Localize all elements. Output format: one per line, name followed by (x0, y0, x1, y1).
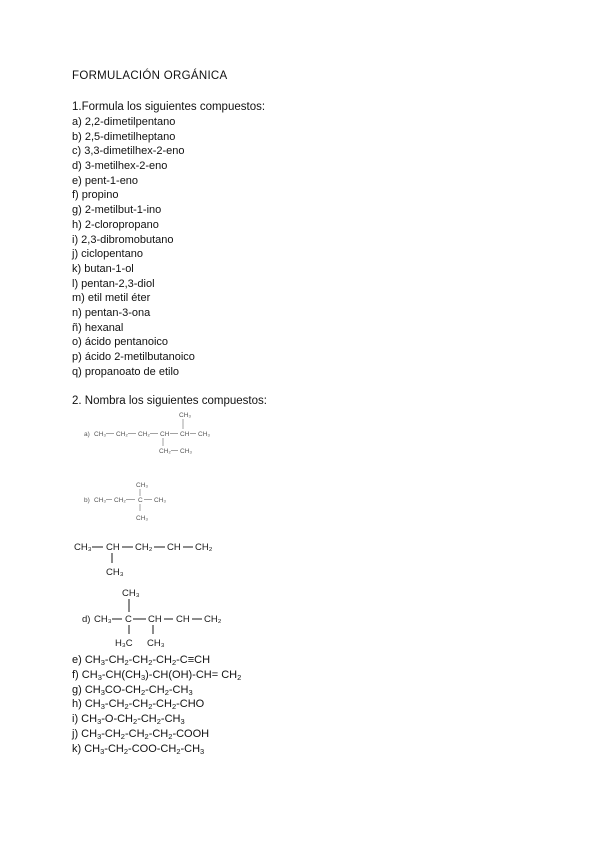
page-title: FORMULACIÓN ORGÁNICA (72, 70, 228, 82)
formula-subscript: 2 (148, 658, 153, 667)
structure-c-main-0: CH₃ (74, 542, 92, 553)
formula-subscript: 2 (140, 687, 146, 697)
formula-subscript: 3 (100, 702, 105, 712)
compound-item-c: c) 3,3-dimetilhex-2-eno (72, 145, 185, 158)
structure-c-main-2: CH₂ (135, 542, 153, 553)
structure-d-top: CH₃ (122, 588, 140, 599)
structure-d (80, 586, 230, 652)
compound-list (72, 115, 195, 379)
formula-label: j) (72, 727, 79, 740)
formula-part: -CH (128, 654, 149, 666)
formula-subscript: 3 (100, 687, 105, 697)
structure-d-main-2: CH (148, 614, 162, 625)
compound-item-q: q) propanoato de etilo (72, 365, 180, 378)
formula-subscript: 3 (188, 687, 193, 697)
formula-part: CH (81, 668, 98, 681)
formula-part: -CH (152, 654, 172, 666)
formula-subscript: 2 (171, 702, 177, 712)
structure-d-label: d) (82, 614, 91, 625)
formula-subscript: 3 (97, 672, 102, 682)
formula-part: )-CH(OH)-CH= CH (145, 668, 238, 681)
formula-part: -CH(CH (101, 668, 141, 681)
structure-a-top: CH₃ (179, 412, 192, 419)
formula-subscript: 2 (156, 717, 161, 727)
compound-item-j: j) ciclopentano (72, 248, 143, 261)
compound-item-h: h) 2-cloropropano (72, 218, 159, 231)
formula-part: CH (84, 698, 101, 711)
compound-item-k: k) butan-1-ol (72, 262, 134, 275)
formula-part: -C≡CH (176, 654, 211, 666)
formula-part: -CH (128, 698, 149, 711)
formula-part: -CH (104, 654, 125, 666)
structure-b-main-0: CH₃ (94, 497, 107, 504)
formula-part: -CH (145, 683, 165, 696)
compound-item-l: l) pentan-2,3-diol (72, 277, 155, 290)
compound-item-e: e) pent-1-eno (72, 174, 139, 187)
structure-c-bottom: CH₃ (106, 567, 124, 578)
formula-part: CH (81, 713, 98, 726)
structure-d-main-0: CH₃ (94, 614, 112, 625)
formula-subscript: 2 (124, 702, 129, 712)
formula-subscript: 2 (176, 746, 181, 756)
structure-b-main-2: C (138, 497, 143, 504)
structure-a-bottom-1: CH₃ (180, 448, 193, 455)
formula-part: -CH (152, 698, 172, 711)
formula-label: e) (72, 654, 82, 666)
structure-d-main-1: C (125, 614, 132, 625)
formula-part: CO-CH (104, 683, 141, 696)
structure-c-main-4: CH₂ (195, 542, 213, 553)
formula-subscript: 3 (100, 746, 105, 756)
structure-a-main-3: CH (160, 431, 170, 438)
formula-part: -CH (104, 742, 124, 755)
compound-item-i: i) 2,3-dibromobutano (72, 233, 174, 246)
formula-part: -CH (101, 727, 121, 740)
formula-part: CH (84, 742, 101, 755)
formula-subscript: 3 (97, 731, 102, 741)
structure-c (72, 538, 222, 580)
formula-subscript: 2 (133, 717, 138, 727)
compound-item-f: f) propino (72, 189, 119, 202)
formula-part: -O-CH (101, 713, 134, 726)
formula-subscript: 3 (200, 746, 205, 756)
formula-part: CH (84, 683, 101, 696)
formula-subscript: 2 (171, 658, 177, 667)
formula-part: -CHO (176, 698, 205, 711)
compound-item-a: a) 2,2-dimetilpentano (72, 116, 176, 128)
formula-part: CH (84, 654, 101, 666)
section-1-heading: 1.Formula los siguientes compuestos: (72, 101, 266, 113)
section-2-heading: 2. Nombra los siguientes compuestos: (72, 395, 267, 407)
formula-item (72, 653, 241, 668)
formula-part: CH (81, 727, 98, 740)
formula-subscript: 2 (237, 672, 242, 682)
structure-c-main-3: CH (167, 542, 181, 553)
formula-part: -CH (180, 742, 201, 755)
formula-subscript: 3 (100, 658, 105, 667)
formula-label: k) (72, 742, 82, 755)
formula-subscript: 2 (168, 731, 173, 741)
formula-label: g) (72, 683, 82, 696)
formula-subscript: 2 (124, 658, 129, 667)
formula-part: -COO-CH (128, 742, 177, 755)
formula-subscript: 2 (144, 731, 149, 741)
formula-part: -CH (168, 683, 189, 696)
formula-list (72, 653, 241, 757)
structure-b-main-1: CH₂ (114, 497, 126, 504)
formula-item (72, 683, 241, 698)
structure-a-main-1: CH₂ (116, 431, 128, 438)
formula-part: -CH (137, 713, 157, 726)
compound-item-g: g) 2-metilbut-1-ino (72, 204, 162, 217)
structure-b (80, 478, 180, 526)
compound-item-o: o) ácido pentanoico (72, 336, 169, 349)
structure-a-bottom-0: CH₂ (159, 448, 171, 455)
structure-c-main-1: CH (106, 542, 120, 553)
formula-subscript: 2 (123, 746, 129, 756)
formula-part: -CH (124, 727, 145, 740)
compound-item-m: m) etil metil éter (72, 292, 151, 305)
compound-item-b: b) 2,5-dimetilheptano (72, 130, 176, 143)
structure-b-bottom: CH₃ (136, 515, 149, 522)
structure-b-top: CH₃ (136, 482, 149, 489)
formula-label: h) (72, 698, 82, 711)
formula-subscript: 3 (180, 717, 185, 727)
formula-subscript: 3 (140, 672, 146, 682)
formula-part: -CH (104, 698, 125, 711)
formula-part: -COOH (172, 727, 210, 740)
formula-subscript: 2 (148, 702, 153, 712)
structure-d-bottom-0: H₃C (115, 638, 133, 649)
structure-b-label: b) (84, 497, 90, 504)
compound-item-p: p) ácido 2-metilbutanoico (72, 351, 195, 363)
compound-item-d: d) 3-metilhex-2-eno (72, 160, 168, 173)
formula-subscript: 3 (97, 717, 102, 727)
formula-part: -CH (148, 727, 169, 740)
formula-part: -CH (160, 713, 181, 726)
structure-a (80, 408, 230, 458)
structure-a-main-0: CH₃ (94, 431, 107, 438)
structure-a-label: a) (84, 431, 90, 438)
compound-item-n: n) pentan-3-ona (72, 306, 151, 319)
formula-item (72, 727, 241, 742)
structure-a-main-4: CH (180, 431, 190, 438)
formula-item (72, 668, 241, 683)
compound-item-enye: ñ) hexanal (72, 321, 124, 334)
structure-b-main-3: CH₃ (154, 497, 167, 504)
structure-d-main-3: CH (176, 614, 190, 625)
formula-label: i) (72, 713, 79, 726)
structure-d-bottom-1: CH₃ (147, 638, 165, 649)
structure-a-main-5: CH₃ (198, 431, 211, 438)
formula-subscript: 2 (164, 687, 169, 697)
formula-item (72, 697, 241, 712)
structure-a-main-2: CH₂ (138, 431, 150, 438)
formula-item (72, 712, 241, 727)
formula-label: f) (72, 668, 79, 681)
structure-d-main-4: CH₂ (204, 614, 222, 625)
formula-subscript: 2 (120, 731, 125, 741)
formula-item (72, 742, 241, 757)
